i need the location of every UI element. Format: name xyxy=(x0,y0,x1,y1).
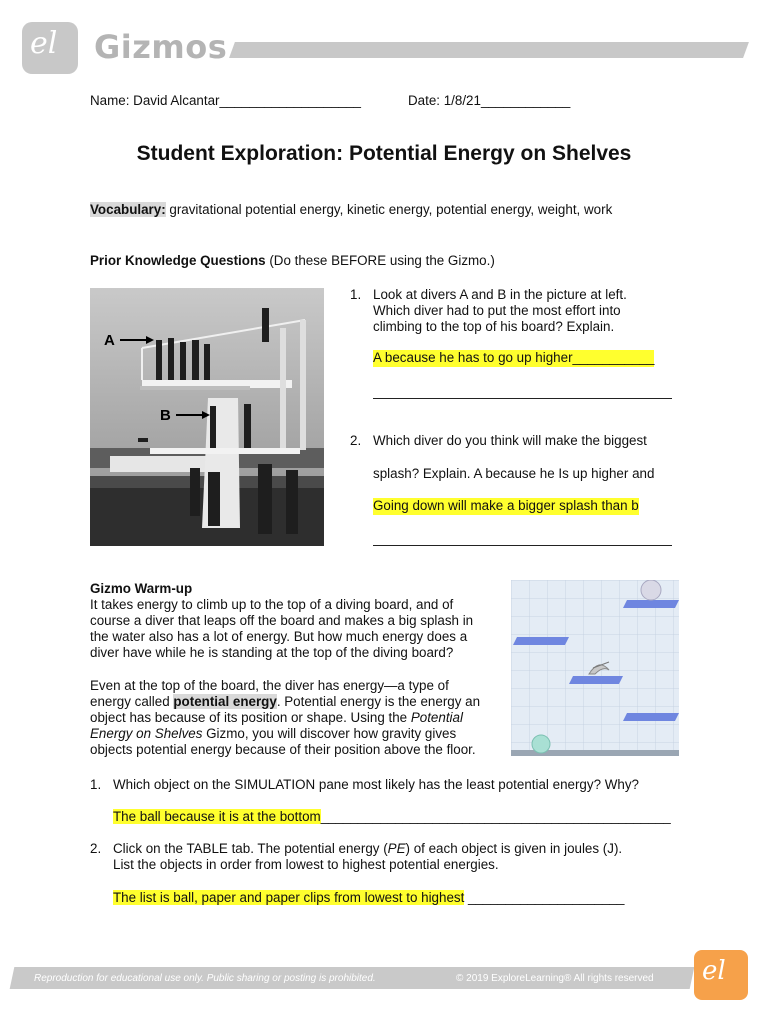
q1-answer-line: _______________________________________________ xyxy=(320,809,671,824)
gizmo-name: Energy on Shelves xyxy=(90,726,203,741)
shelves-illustration xyxy=(511,580,679,756)
prior-q1-line3: climbing to the top of his board? Explain. xyxy=(373,319,615,334)
diving-board-photo xyxy=(90,288,324,546)
simulation-shelves-image xyxy=(511,580,679,756)
warmup-p2-line2 xyxy=(90,694,480,711)
warmup-p2-line4 xyxy=(90,726,456,743)
text-span: ) of each object is given in joules (J). xyxy=(405,841,623,856)
prior-q2-answer: Going down will make a bigger splash than b xyxy=(373,498,639,513)
q1-number: 1. xyxy=(90,777,102,792)
prior-knowledge-title: Prior Knowledge Questions xyxy=(90,253,266,268)
diver-a-label: A xyxy=(104,332,115,349)
q2-line2: List the objects in order from lowest to highest potential energies. xyxy=(113,857,499,872)
q2-number: 2. xyxy=(90,841,102,856)
text-span: Click on the TABLE tab. The potential energy ( xyxy=(113,841,388,856)
badge-mark: el xyxy=(702,956,726,986)
q2-line1 xyxy=(113,841,622,858)
date-field: Date: 1/8/21____________ xyxy=(408,93,571,108)
warmup-p1-line2: course a diver that leaps off the board and makes a big splash in xyxy=(90,613,474,628)
q1-answer xyxy=(113,809,671,826)
warmup-p1-line1: It takes energy to climb up to the top of a diving board, and of xyxy=(90,597,454,612)
prior-knowledge-note: (Do these BEFORE using the Gizmo.) xyxy=(265,253,495,268)
answer-line xyxy=(373,545,672,546)
gizmo-name: Potential xyxy=(410,710,463,725)
diving-photo-illustration xyxy=(90,288,324,546)
prior-q1-line2: Which diver had to put the most effort into xyxy=(373,303,621,318)
text-span: object has because of its position or shape. Using the xyxy=(90,710,411,725)
answer-line xyxy=(373,398,672,399)
diver-b-label: B xyxy=(160,407,171,424)
prior-q1-number: 1. xyxy=(350,287,362,302)
header-bar xyxy=(229,42,749,58)
vocabulary-label: Vocabulary: xyxy=(90,202,166,217)
prior-q1-answer: A because he has to go up higher___________ xyxy=(373,350,655,365)
footer-disclaimer: Reproduction for educational use only. Public sharing or posting is prohibited. xyxy=(34,973,376,984)
pe-abbrev: PE xyxy=(387,841,406,856)
warmup-p1-line4: diver have while he is standing at the top of the diving board? xyxy=(90,645,454,660)
gizmos-brand: Gizmos xyxy=(94,28,228,66)
warmup-p2-line1: Even at the top of the board, the diver has energy—a type of xyxy=(90,678,449,693)
text-span: . Potential energy is the energy an xyxy=(276,694,481,709)
text-span: energy called xyxy=(90,694,174,709)
name-field: Name: David Alcantar___________________ xyxy=(90,93,361,108)
warmup-heading: Gizmo Warm-up xyxy=(90,581,193,596)
q1-answer-highlight: The ball because it is at the bottom xyxy=(113,809,321,824)
warmup-p1-line3: the water also has a lot of energy. But how much energy does a xyxy=(90,629,468,644)
prior-q2-line2: splash? Explain. A because he Is up higher and xyxy=(373,466,655,481)
vocabulary xyxy=(90,202,612,219)
q2-answer-line: _____________________ xyxy=(464,890,625,905)
vocabulary-terms: gravitational potential energy, kinetic energy, potential energy, weight, work xyxy=(165,202,613,217)
text-span: Gizmo, you will discover how gravity gives xyxy=(202,726,457,741)
prior-q2-number: 2. xyxy=(350,433,362,448)
q2-answer-highlight: The list is ball, paper and paper clips from lowest to highest xyxy=(113,890,465,905)
warmup-p2-line5: objects potential energy because of their position above the floor. xyxy=(90,742,476,757)
prior-knowledge-heading xyxy=(90,253,495,270)
warmup-p2-line3 xyxy=(90,710,463,727)
q1-text: Which object on the SIMULATION pane most likely has the least potential energy? Why? xyxy=(113,777,639,792)
prior-q2-line1: Which diver do you think will make the biggest xyxy=(373,433,647,448)
footer-copyright: © 2019 ExploreLearning® All rights reserved xyxy=(456,973,654,984)
page-title: Student Exploration: Potential Energy on Shelves xyxy=(136,142,632,165)
potential-energy-term: potential energy xyxy=(173,694,277,709)
logo-mark: el xyxy=(30,26,58,61)
q2-answer xyxy=(113,890,624,907)
prior-q1-line1: Look at divers A and B in the picture at left. xyxy=(373,287,627,302)
